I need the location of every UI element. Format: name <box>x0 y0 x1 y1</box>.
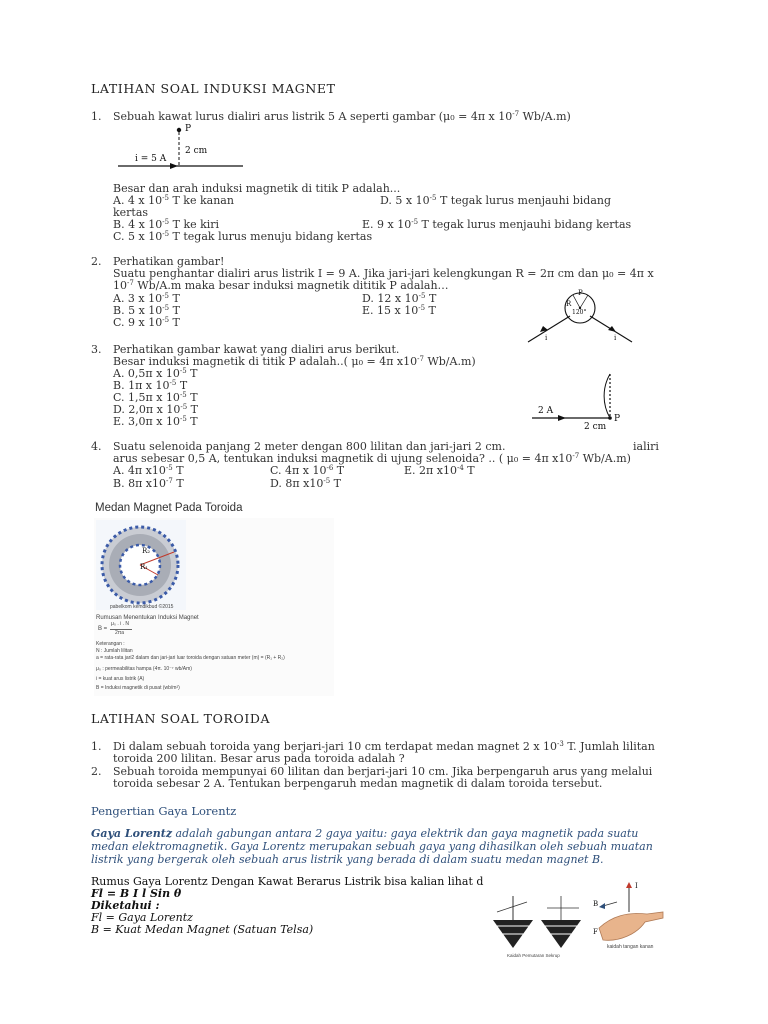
toroid-ket: Keterangan : <box>96 641 125 647</box>
q1-stem-exp: -7 <box>512 110 520 118</box>
q3-a-exp: -5 <box>179 367 187 375</box>
q3-line1: Perhatikan gambar kawat yang dialiri arus berikut. <box>113 343 400 356</box>
lorentz-fl-def: Fl = Gaya Lorentz <box>91 911 193 924</box>
q2-b-exp: -5 <box>162 304 170 312</box>
q4-b-exp: -7 <box>166 477 173 485</box>
q2-line3-exp: -7 <box>127 279 134 287</box>
q1-current-label: i = 5 A <box>135 154 167 164</box>
q2-current-right-label: i <box>614 334 617 342</box>
q1-e-text: E. 9 x 10 <box>362 218 412 231</box>
q2-c-exp: -5 <box>162 316 170 324</box>
q4-option-a <box>113 465 184 478</box>
toroid-credit: pabelkom kemdikbud ©2015 <box>110 604 174 610</box>
q4-a-text: A. 4π x10 <box>113 464 166 477</box>
q4-e-text: E. 2π x10 <box>404 464 457 477</box>
t1-line2: toroida 200 lilitan. Besar arus pada toroida adalah ? <box>113 752 405 765</box>
q3-line2-exp: -7 <box>417 355 424 363</box>
q1-distance-label: 2 cm <box>185 146 208 156</box>
q4-d-text: D. 8π x10 <box>270 477 324 490</box>
q4-line1-tail: ialiri <box>633 440 659 453</box>
q3-e-exp: -5 <box>179 415 187 423</box>
screw-1-handle <box>497 902 527 912</box>
q3-point-dot <box>608 416 612 420</box>
q3-c-text: C. 1,5π x 10 <box>113 391 180 404</box>
q2-a-text: A. 3 x 10 <box>113 292 163 305</box>
lorentz-p1-rest: adalah gabungan antara 2 gaya yaitu: gaya elektrik dan gaya magnetik pada suatu <box>172 827 639 840</box>
q4-option-c <box>270 465 344 478</box>
toroid-k1: N : Jumlah lilitan <box>96 648 133 654</box>
toroid-k4: i = kuat arus listrik (A) <box>96 676 145 682</box>
q4-number: 4. <box>91 440 102 453</box>
toroid-r2-label: R₂ <box>142 547 151 555</box>
q2-e-text: E. 15 x 10 <box>362 304 419 317</box>
q2-c-text: C. 9 x 10 <box>113 316 163 329</box>
q1-b-exp: -5 <box>162 218 170 226</box>
q3-number: 3. <box>91 343 102 356</box>
q1-d-text: D. 5 x 10 <box>380 194 430 207</box>
q4-e-exp: -4 <box>456 464 464 472</box>
q1-option-e <box>362 219 631 232</box>
t2-line2: toroida sebesar 2 A. Tentukan berpengaruh medan magnetik di dalam toroida tersebut. <box>113 777 603 790</box>
q1-c-text: C. 5 x 10 <box>113 230 163 243</box>
q2-current-left-label: i <box>545 334 548 342</box>
lorentz-p3: listrik yang bergerak oleh sebuah arus listrik yang berada di dalam suatu medan magnet B. <box>91 853 604 866</box>
q2-angle-label: 120° <box>572 309 587 316</box>
hand-f-label: F <box>593 928 598 936</box>
q1-number: 1. <box>91 110 102 123</box>
q1-d-tail: T tegak lurus menjauhi bidang <box>436 194 612 207</box>
q4-c-exp: -6 <box>326 464 334 472</box>
q4-d-exp: -5 <box>323 477 331 485</box>
q2-line3 <box>113 280 449 293</box>
lorentz-rumus: Rumus Gaya Lorentz Dengan Kawat Berarus Listrik bisa kalian lihat d <box>91 876 484 888</box>
toroid-rumus-title: Rumusan Menentukan Induksi Magnet <box>96 615 199 621</box>
toroid-k5: B = Induksi magnetik di pusat (wb/m²) <box>96 685 180 691</box>
q1-question: Besar dan arah induksi magnetik di titik P adalah... <box>113 182 401 195</box>
q3-b-text: B. 1π x 10 <box>113 379 170 392</box>
toroid-formula-num: μ₀ . i . N <box>111 621 130 627</box>
q1-a-tail: T ke kanan <box>168 194 234 207</box>
q2-line3-post: Wb/A.m maka besar induksi magnetik dititik P adalah… <box>133 279 449 292</box>
page-title: LATIHAN SOAL INDUKSI MAGNET <box>91 81 336 96</box>
q4-line2-pre: arus sebesar 0,5 A, tentukan induksi magnetik di ujung selenoida? .. ( μ₀ = 4π x10 <box>113 452 573 465</box>
q4-line2 <box>113 453 631 466</box>
t1-number: 1. <box>91 740 102 753</box>
q1-point-label: P <box>185 124 192 134</box>
q4-b-text: B. 8π x10 <box>113 477 167 490</box>
q1-option-c <box>113 231 372 244</box>
q4-option-b <box>113 478 184 491</box>
lorentz-formula: Fl = B I l Sin θ <box>91 887 182 900</box>
hand-b-label: B <box>593 900 599 908</box>
q2-arrow-left-icon <box>540 326 548 332</box>
q3-c-exp: -5 <box>179 391 187 399</box>
q2-e-tail: T <box>425 304 436 317</box>
toroid-k3: μ₀ : permeabilitas hampa (4π. 10⁻⁷ wb/Am) <box>96 666 192 672</box>
q3-d-text: D. 2,0π x 10 <box>113 403 181 416</box>
toroid-formula-lhs: B = <box>98 626 108 632</box>
q3-arrow-icon <box>558 415 566 421</box>
q3-d-exp: -5 <box>180 403 188 411</box>
lorentz-heading: Pengertian Gaya Lorentz <box>91 804 237 818</box>
q1-c-tail: T tegak lurus menuju bidang kertas <box>169 230 373 243</box>
q4-option-e <box>404 465 475 478</box>
q4-option-d <box>270 478 341 491</box>
q4-e-tail: T <box>463 464 475 477</box>
hand-current-label: I <box>635 882 638 890</box>
q3-current-label: 2 A <box>538 406 554 416</box>
lorentz-p2: medan elektromagnetik. Gaya Lorentz merupakan sebuah gaya yang dihasilkan oleh sebuah muatan <box>91 840 653 853</box>
q4-a-tail: T <box>172 464 184 477</box>
q2-arrow-right-icon <box>608 326 616 332</box>
q3-b-tail: T <box>176 379 188 392</box>
screw-rule-caption: Kaidah Pemutaran Sekrup <box>507 953 560 958</box>
q2-line3-pre: 10 <box>113 279 127 292</box>
q2-wire-left <box>528 316 570 342</box>
q2-line1: Perhatikan gambar! <box>113 255 225 268</box>
toroid-heading: Medan Magnet Pada Toroida <box>95 502 243 514</box>
q3-e-tail: T <box>186 415 198 428</box>
q3-b-exp: -5 <box>169 379 177 387</box>
q1-c-exp: -5 <box>162 230 170 238</box>
q1-a-exp: -5 <box>162 194 169 202</box>
q3-line2-pre: Besar induksi magnetik di titik P adalah..( μ₀ = 4π x10 <box>113 355 418 368</box>
t2-line1: Sebuah toroida mempunyai 60 lilitan dan berjari-jari 10 cm. Jika berpengaruh arus yang melalui <box>113 765 653 778</box>
b-arrow-icon <box>599 903 605 909</box>
q3-e-text: E. 3,0π x 10 <box>113 415 180 428</box>
q2-number: 2. <box>91 255 102 268</box>
q1-arrow-icon <box>170 163 178 169</box>
right-hand-icon <box>599 912 663 940</box>
q2-point-label: P <box>578 289 583 297</box>
q2-option-c <box>113 317 180 330</box>
q2-option-e <box>362 305 436 318</box>
q2-d-exp: -5 <box>418 292 426 300</box>
q2-b-text: B. 5 x 10 <box>113 304 163 317</box>
t1-line1-pre: Di dalam sebuah toroida yang berjari-jari 10 cm terdapat medan magnet 2 x 10 <box>113 740 558 753</box>
q4-a-exp: -5 <box>165 464 173 472</box>
q4-line1: Suatu selenoida panjang 2 meter dengan 800 lilitan dan jari-jari 2 cm. <box>113 440 506 453</box>
toroid-r1-label: R₁ <box>140 563 149 571</box>
q3-distance-label: 2 cm <box>584 422 607 432</box>
q1-stem-text: Sebuah kawat lurus dialiri arus listrik 5 A seperti gambar ( <box>113 110 444 123</box>
q1-stem-mu: μ₀ = 4π x 10 <box>443 110 513 123</box>
lorentz-b-def: B = Kuat Medan Magnet (Satuan Telsa) <box>91 923 314 936</box>
toroid-formula-den: 2πa <box>115 630 125 636</box>
lorentz-p1 <box>91 828 638 841</box>
q2-radius-label: R <box>566 300 572 308</box>
b-arrow-line <box>603 902 617 906</box>
q1-e-exp: -5 <box>411 218 419 226</box>
q4-d-tail: T <box>330 477 342 490</box>
q4-b-tail: T <box>172 477 184 490</box>
q3-a-tail: T <box>186 367 198 380</box>
q4-line2-post: Wb/A.m) <box>579 452 631 465</box>
q2-d-text: D. 12 x 10 <box>362 292 419 305</box>
t1-line1-post: T. Jumlah lilitan <box>563 740 655 753</box>
q4-c-text: C. 4π x 10 <box>270 464 327 477</box>
toroida-section-title: LATIHAN SOAL TOROIDA <box>91 711 271 726</box>
q2-e-exp: -5 <box>418 304 426 312</box>
q1-d-exp: -5 <box>429 194 437 202</box>
q2-d-tail: T <box>425 292 437 305</box>
current-arrow-icon <box>626 882 632 888</box>
q1-e-tail: T tegak lurus menjauhi bidang kertas <box>418 218 632 231</box>
q2-a-tail: T <box>168 292 180 305</box>
toroid-k2: a = rata-rata jari2 dalam dan jari-jari luar toroida dengan satuan meter (m) = (R₁ + R₂) <box>96 655 285 661</box>
q2-b-tail: T <box>169 304 180 317</box>
q1-a-text: A. 4 x 10 <box>113 194 163 207</box>
q3-c-tail: T <box>186 391 198 404</box>
q3-point-label: P <box>614 414 621 424</box>
q3-d-tail: T <box>187 403 199 416</box>
q2-line2: Suatu penghantar dialiri arus listrik I = 9 A. Jika jari-jari kelengkungan R = 2π cm dan μ₀ = 4π x <box>113 267 654 280</box>
q2-a-exp: -5 <box>162 292 169 300</box>
q3-option-e <box>113 416 198 429</box>
q1-b-text: B. 4 x 10 <box>113 218 163 231</box>
t2-number: 2. <box>91 765 102 778</box>
q3-arc <box>604 374 610 418</box>
right-hand-caption: kaidah tangan kanan <box>607 944 654 950</box>
q3-line2-post: Wb/A.m) <box>423 355 476 368</box>
lorentz-figure <box>487 872 667 958</box>
q1-point-dot <box>177 128 181 132</box>
q4-c-tail: T <box>333 464 345 477</box>
q1-option-d-cont: kertas <box>113 206 149 219</box>
q1-stem-unit: Wb/A.m) <box>519 110 571 123</box>
q2-c-tail: T <box>169 316 180 329</box>
q4-line2-exp: -7 <box>572 452 580 460</box>
q1-b-tail: T ke kiri <box>169 218 220 231</box>
q1-option-d <box>380 195 611 208</box>
lorentz-term: Gaya Lorentz <box>91 827 173 840</box>
q3-a-text: A. 0,5π x 10 <box>113 367 180 380</box>
t1-line1-exp: -3 <box>557 740 564 748</box>
lorentz-diketahui: Diketahui : <box>91 899 160 912</box>
